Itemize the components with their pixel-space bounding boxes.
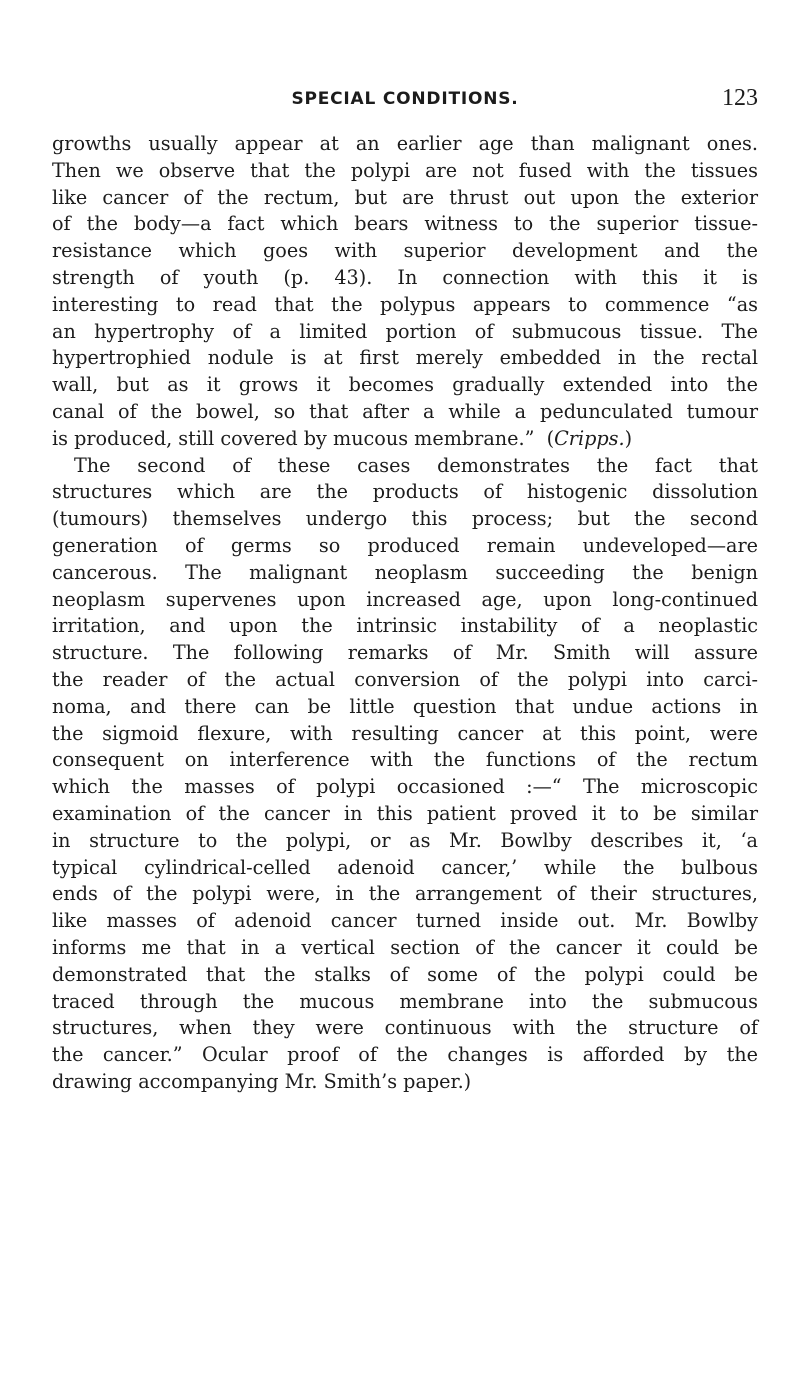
body-text	[52, 131, 758, 1096]
running-title: SPECIAL CONDITIONS.	[291, 89, 519, 109]
text-line: generation of germs so produced remain undeveloped—are	[52, 533, 758, 557]
page-number: 123	[722, 85, 758, 111]
text-line: structure. The following remarks of Mr. Smith will assure	[52, 641, 758, 665]
text-line: irritation, and upon the intrinsic instability of a neoplastic	[52, 614, 758, 638]
text-line: hypertrophied nodule is at first merely embedded in the rectal	[52, 346, 758, 370]
citation-open: (	[546, 426, 555, 450]
citation-name: Cripps.	[554, 426, 625, 450]
text-line: noma, and there can be little question that undue actions in	[52, 694, 758, 718]
text-line: resistance which goes with superior development and the	[52, 239, 758, 263]
text-line: the sigmoid flexure, with resulting cancer at this point, were	[52, 721, 758, 745]
paragraph-start-line: The second of these cases demonstrates the fact that	[74, 453, 758, 477]
text-line: typical cylindrical-celled adenoid cancer,’ while the bulbous	[52, 855, 758, 879]
text-line: an hypertrophy of a limited portion of submucous tissue. The	[52, 319, 758, 343]
text-line-with-citation	[52, 426, 758, 453]
text-line: the reader of the actual conversion of the polypi into carci-	[52, 667, 758, 691]
text-line: growths usually appear at an earlier age than malignant ones.	[52, 132, 758, 155]
text-line: canal of the bowel, so that after a while a pedunculated tumour	[52, 399, 758, 423]
text-line: like cancer of the rectum, but are thrust out upon the exterior	[52, 185, 758, 209]
citation-close: )	[624, 426, 633, 450]
text-line: consequent on interference with the functions of the rectum	[52, 748, 758, 772]
book-page	[52, 85, 758, 1096]
text-line: of the body—a fact which bears witness to the superior tissue-	[52, 212, 758, 236]
text-line: cancerous. The malignant neoplasm succeeding the benign	[52, 560, 758, 584]
text-line: structures, when they were continuous with the structure of	[52, 1016, 758, 1040]
text-line: Then we observe that the polypi are not fused with the tissues	[52, 158, 758, 182]
running-header	[52, 85, 758, 121]
text-line: traced through the mucous membrane into the submucous	[52, 989, 758, 1013]
text-line: neoplasm supervenes upon increased age, upon long-continued	[52, 587, 758, 611]
text-line: which the masses of polypi occasioned :—“ The microscopic	[52, 775, 758, 799]
text-line: drawing accompanying Mr. Smith’s paper.)	[52, 1069, 472, 1093]
text-fragment: is produced, still covered by mucous membrane.”	[52, 426, 535, 450]
text-line: the cancer.” Ocular proof of the changes is afforded by the	[52, 1043, 758, 1067]
text-line: ends of the polypi were, in the arrangement of their structures,	[52, 882, 758, 906]
text-line: demonstrated that the stalks of some of the polypi could be	[52, 962, 758, 986]
text-line: like masses of adenoid cancer turned inside out. Mr. Bowlby	[52, 909, 758, 933]
text-line: in structure to the polypi, or as Mr. Bowlby describes it, ‘a	[52, 828, 758, 852]
text-line: (tumours) themselves undergo this process; but the second	[52, 507, 758, 531]
text-line: strength of youth (p. 43). In connection with this it is	[52, 265, 758, 289]
text-line: wall, but as it grows it becomes gradually extended into the	[52, 373, 758, 397]
text-line: informs me that in a vertical section of the cancer it could be	[52, 935, 758, 959]
text-line: structures which are the products of histogenic dissolution	[52, 480, 758, 504]
text-line: interesting to read that the polypus appears to commence “as	[52, 292, 758, 316]
text-line: examination of the cancer in this patient proved it to be similar	[52, 801, 758, 825]
